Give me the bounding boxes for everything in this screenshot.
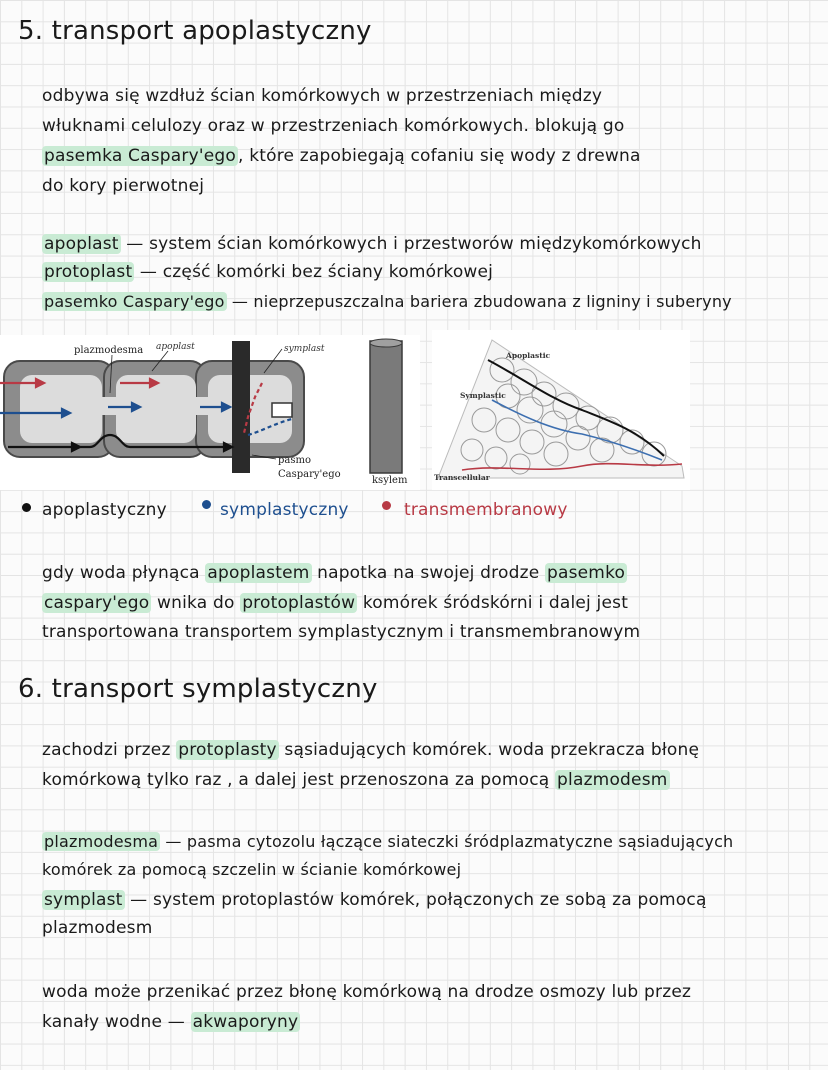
definition-apoplast bbox=[42, 234, 702, 254]
paragraph-line bbox=[42, 593, 628, 613]
highlight-term: protoplasty bbox=[178, 740, 277, 760]
cell-walls bbox=[4, 361, 304, 457]
definition-text: — system ścian komórkowych i przestworów międzykomórkowych bbox=[120, 234, 702, 254]
definition-plazmodesma bbox=[42, 832, 733, 851]
paragraph-line: włuknami celulozy oraz w przestrzeniach komórkowych. blokują go bbox=[42, 116, 625, 136]
highlight-term: pasemka Caspary'ego bbox=[44, 146, 236, 166]
highlight-term: protoplastów bbox=[242, 593, 356, 613]
highlight-term: symplast bbox=[44, 890, 123, 910]
xylem-top bbox=[370, 339, 402, 347]
highlight-term: apoplast bbox=[44, 234, 119, 254]
paragraph-line: komórek za pomocą szczelin w ścianie komórkowej bbox=[42, 860, 462, 879]
highlight-term: pasemko bbox=[546, 563, 626, 583]
text-span: sąsiadujących komórek. woda przekracza błonę bbox=[278, 740, 700, 760]
label-plazmodesma: plazmodesma bbox=[74, 345, 144, 356]
highlight-term: protoplast bbox=[44, 262, 133, 282]
paragraph-line bbox=[42, 770, 670, 790]
text-span: gdy woda płynąca bbox=[42, 563, 206, 583]
label-transcellular: Transcellular bbox=[434, 473, 490, 482]
legend-symplastyczny: symplastyczny bbox=[220, 500, 349, 520]
text-span: , które zapobiegają cofaniu się wody z drewna bbox=[237, 146, 641, 166]
diagram-root-cross-section bbox=[0, 335, 420, 490]
highlight-term: plazmodesma bbox=[44, 832, 159, 851]
highlight-term: akwaporyny bbox=[192, 1012, 299, 1032]
legend-apoplastyczny: apoplastyczny bbox=[42, 500, 167, 520]
paragraph-line bbox=[42, 740, 699, 760]
definition-text: — część komórki bez ściany komórkowej bbox=[134, 262, 494, 282]
label-ksylem: ksylem bbox=[372, 475, 408, 486]
diagram-root-tissue bbox=[432, 330, 690, 490]
text-span: zachodzi przez bbox=[42, 740, 177, 760]
legend-transmembranowy: transmembranowy bbox=[404, 500, 568, 520]
label-symplast: symplast bbox=[284, 344, 325, 354]
text-span: napotka na swojej drodze bbox=[311, 563, 545, 583]
highlight-term: pasemko Caspary'ego bbox=[44, 292, 225, 311]
text-span: komórkową tylko raz , a dalej jest przenoszona za pomocą bbox=[42, 770, 556, 790]
legend-dot-black bbox=[22, 503, 31, 512]
legend-dot-red bbox=[382, 501, 391, 510]
text-span: wnika do bbox=[151, 593, 241, 613]
paragraph-line bbox=[42, 1012, 300, 1032]
paragraph-line: woda może przenikać przez błonę komórkową na drodze osmozy lub przez bbox=[42, 982, 692, 1002]
definition-symplast bbox=[42, 890, 707, 910]
section-6-title: 6. transport symplastyczny bbox=[18, 674, 378, 704]
casparian-strip bbox=[232, 341, 250, 473]
text-span: komórek śródskórni i dalej jest bbox=[357, 593, 629, 613]
membrane-gate bbox=[272, 403, 292, 417]
label-caspary: Caspary'ego bbox=[278, 469, 341, 480]
paragraph-line bbox=[42, 563, 627, 583]
paragraph-line: transportowana transportem symplastycznym i transmembranowym bbox=[42, 622, 641, 642]
highlight-term: apoplastem bbox=[207, 563, 310, 583]
xylem-vessel bbox=[370, 341, 402, 473]
paragraph-line: plazmodesm bbox=[42, 918, 153, 938]
legend-dot-blue bbox=[202, 500, 211, 509]
highlight-term: plazmodesm bbox=[557, 770, 668, 790]
definition-text: — nieprzepuszczalna bariera zbudowana z ligniny i suberyny bbox=[226, 292, 732, 311]
definition-text: — system protoplastów komórek, połączonych ze sobą za pomocą bbox=[124, 890, 707, 910]
section-5-title: 5. transport apoplastyczny bbox=[18, 16, 372, 46]
definition-protoplast bbox=[42, 262, 493, 282]
text-span: kanały wodne — bbox=[42, 1012, 191, 1032]
label-pasmo: pasmo bbox=[278, 455, 311, 466]
label-apoplastic: Apoplastic bbox=[506, 351, 551, 360]
label-apoplast: apoplast bbox=[156, 342, 195, 352]
label-symplastic: Symplastic bbox=[460, 391, 506, 400]
paragraph-line: odbywa się wzdłuż ścian komórkowych w przestrzeniach między bbox=[42, 86, 603, 106]
highlight-term: caspary'ego bbox=[44, 593, 150, 613]
definition-text: — pasma cytozolu łączące siateczki śródplazmatyczne sąsiadujących bbox=[160, 832, 734, 851]
paragraph-line bbox=[42, 146, 641, 166]
definition-pasemko bbox=[42, 292, 732, 311]
paragraph-line: do kory pierwotnej bbox=[42, 176, 205, 196]
